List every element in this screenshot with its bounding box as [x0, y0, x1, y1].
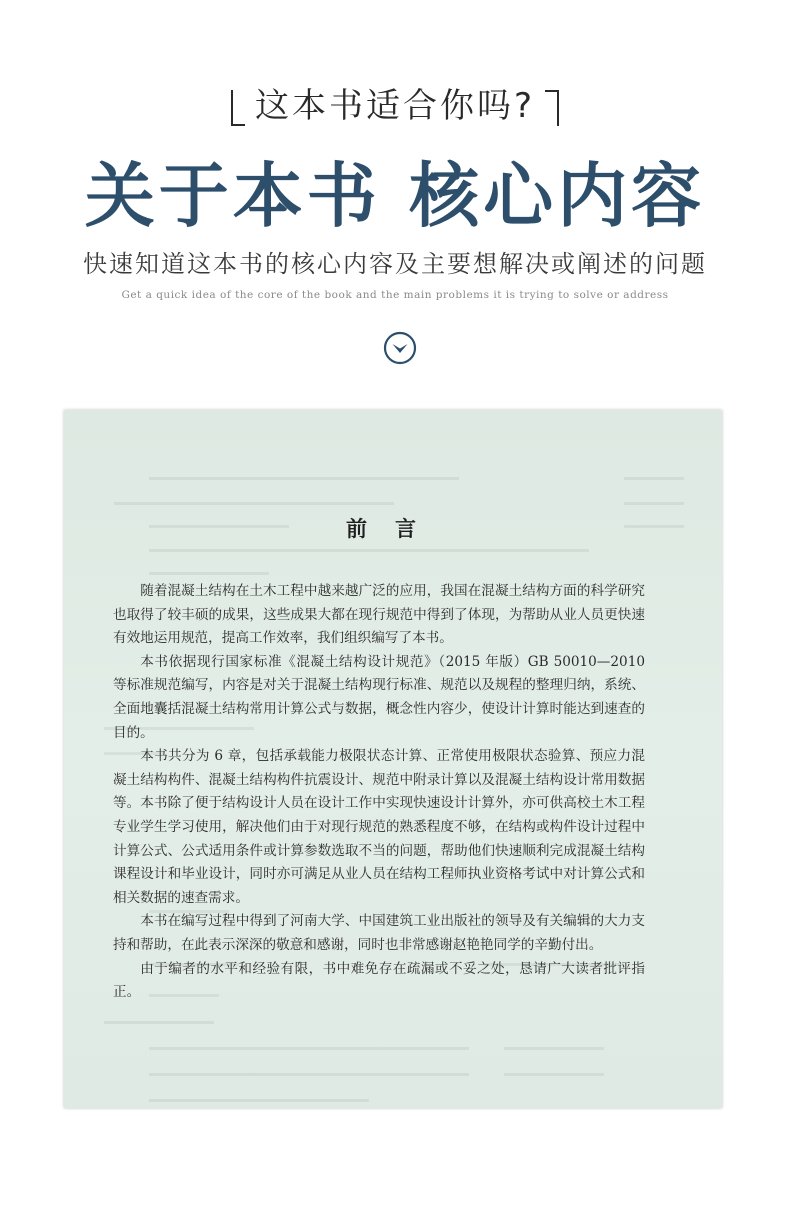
bracket-left	[231, 90, 245, 126]
paragraph-3: 本书共分为 6 章，包括承载能力极限状态计算、正常使用极限状态验算、预应力混凝土结构构件、混凝土结构构件抗震设计、规范中附录计算以及混凝土结构设计常用数据等。本书除了便于结构设计人员在设计工作中实现快速设计计算外，亦可供高校土木工程专业学生学习使用，解决他们由于对现行规范的熟悉程度不够，在结构或构件设计过程中计算公式、公式适用条件或计算参数选取不当的问题，帮助他们快速顺利完成混凝土结构课程设计和毕业设计，同时亦可满足从业人员在结构工程师执业资格考试中对计算公式和相关数据的速查需求。	[113, 748, 645, 906]
paragraph-1: 随着混凝土结构在土木工程中越来越广泛的应用，我国在混凝土结构方面的科学研究也取得了较丰硕的成果，这些成果大都在现行规范中得到了体现，为帮助从业人员更快速有效地运用规范，提高工作效率，我们组织编写了本书。	[113, 583, 645, 647]
bleed-through-line	[64, 1066, 722, 1082]
headline: 关于本书 核心内容	[84, 154, 706, 237]
bleed-through-line	[64, 1092, 722, 1108]
bleed-through-line	[64, 565, 722, 581]
bleed-through-line	[64, 1014, 722, 1030]
bleed-through-line	[64, 495, 722, 511]
preface-body	[113, 580, 645, 1005]
section-tag	[0, 78, 790, 127]
chevron-down-circle-icon	[383, 331, 417, 365]
bleed-through-line	[64, 542, 722, 558]
page-title: 前言	[346, 516, 444, 541]
paragraph-2: 本书依据现行国家标准《混凝土结构设计规范》（2015 年版）GB 50010—2010 等标准规范编写，内容是对关于混凝土结构现行标准、规范以及规程的整理归纳，系统、全面地囊括混凝土结构常用计算公式与数据，概念性内容少，使设计计算时能达到速查的目的。	[113, 653, 645, 741]
section-tag-text: 这本书适合你吗?	[254, 86, 536, 126]
paragraph-5: 由于编者的水平和经验有限，书中难免存在疏漏或不妥之处，恳请广大读者批评指正。	[113, 960, 645, 1001]
bleed-through-line	[64, 1040, 722, 1056]
bleed-through-line	[64, 470, 722, 486]
subtitle: 快速知道这本书的核心内容及主要想解决或阐述的问题	[83, 250, 707, 278]
bracket-right	[545, 90, 559, 126]
paragraph-4: 本书在编写过程中得到了河南大学、中国建筑工业出版社的领导及有关编辑的大力支持和帮助，在此表示深深的敬意和感谢，同时也非常感谢赵艳艳同学的辛勤付出。	[113, 913, 645, 953]
subtitle-english: Get a quick idea of the core of the book and the main problems it is trying to solve or address	[121, 289, 669, 301]
